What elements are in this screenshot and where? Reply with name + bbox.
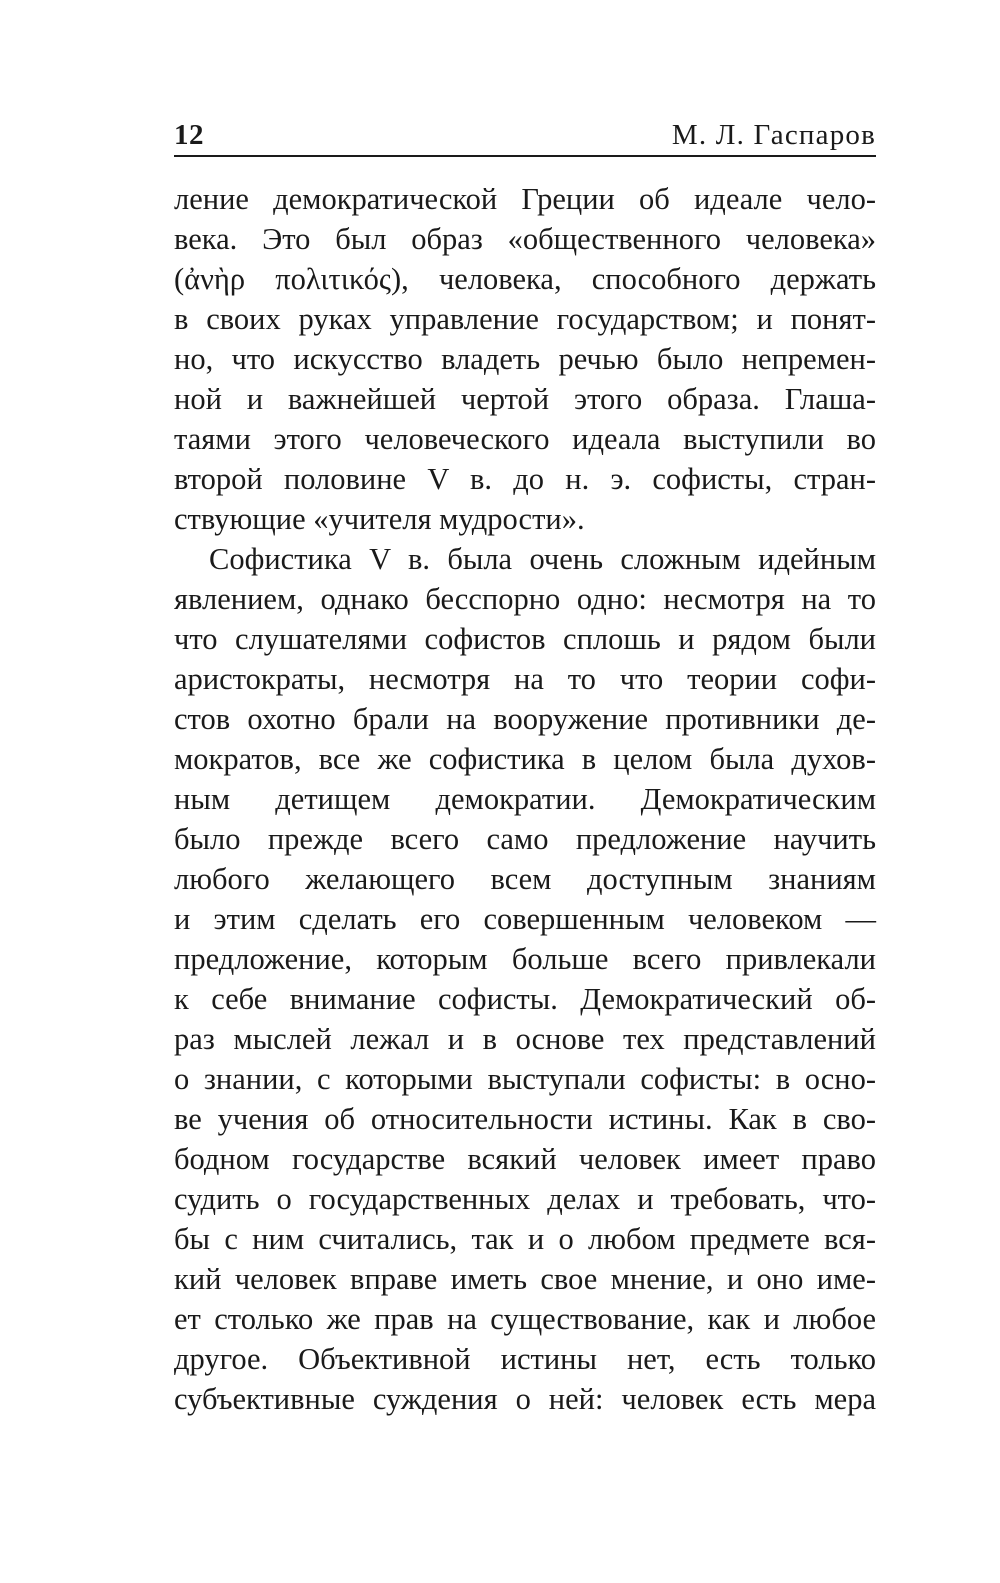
running-header [174, 118, 876, 152]
text-line: но, что искусство владеть речью было непремен- [174, 342, 876, 376]
text-line: таями этого человеческого идеала выступили во [174, 422, 876, 456]
text-line: второй половине V в. до н. э. софисты, стран- [174, 462, 876, 496]
text-line: века. Это был образ «общественного человека» [174, 222, 876, 256]
text-line: о знании, с которыми выступали софисты: в осно- [174, 1062, 876, 1096]
text-line: ной и важнейшей чертой этого образа. Глаша- [174, 382, 876, 416]
text-line: явлением, однако бесспорно одно: несмотря на то [174, 582, 876, 616]
paragraph-1 [174, 179, 876, 539]
text-line: ление демократической Греции об идеале чело- [174, 182, 876, 216]
header-author: М. Л. Гаспаров [671, 119, 876, 151]
text-line: (ἀνὴρ πολιτικός), человека, способного держать [174, 262, 876, 296]
text-line: аристократы, несмотря на то что теории софи- [174, 662, 876, 696]
text-line: бы с ним считались, так и о любом предмете вся- [174, 1222, 876, 1256]
body-text [174, 179, 876, 1419]
text-line: было прежде всего само предложение научить [174, 822, 876, 856]
text-line: мократов, все же софистика в целом была духов- [174, 742, 876, 776]
text-line: Софистика V в. была очень сложным идейным [209, 542, 876, 576]
text-line: бодном государстве всякий человек имеет право [174, 1142, 876, 1176]
text-line: и этим сделать его совершенным человеком — [174, 902, 876, 936]
text-line: судить о государственных делах и требовать, что- [174, 1182, 876, 1216]
header-rule [174, 155, 876, 157]
paragraph-2 [174, 539, 876, 1419]
text-line: ствующие «учителя мудрости». [174, 502, 585, 536]
text-line: в своих руках управление государством; и понят- [174, 302, 876, 336]
text-line: субъективные суждения о ней: человек есть мера [174, 1382, 876, 1416]
text-line: ве учения об относительности истины. Как в сво- [174, 1102, 876, 1136]
text-line: ет столько же прав на существование, как и любое [174, 1302, 876, 1336]
text-line: к себе внимание софисты. Демократический об- [174, 982, 876, 1016]
text-line: стов охотно брали на вооружение противники де- [174, 702, 876, 736]
text-line: кий человек вправе иметь свое мнение, и оно име- [174, 1262, 876, 1296]
text-line: ным детищем демократии. Демократическим [174, 782, 876, 816]
text-line: любого желающего всем доступным знаниям [174, 862, 876, 896]
page-number: 12 [174, 119, 204, 151]
text-line: раз мыслей лежал и в основе тех представлений [174, 1022, 876, 1056]
text-line: предложение, которым больше всего привлекали [174, 942, 876, 976]
text-line: другое. Объективной истины нет, есть только [174, 1342, 876, 1376]
text-line: что слушателями софистов сплошь и рядом были [174, 622, 876, 656]
